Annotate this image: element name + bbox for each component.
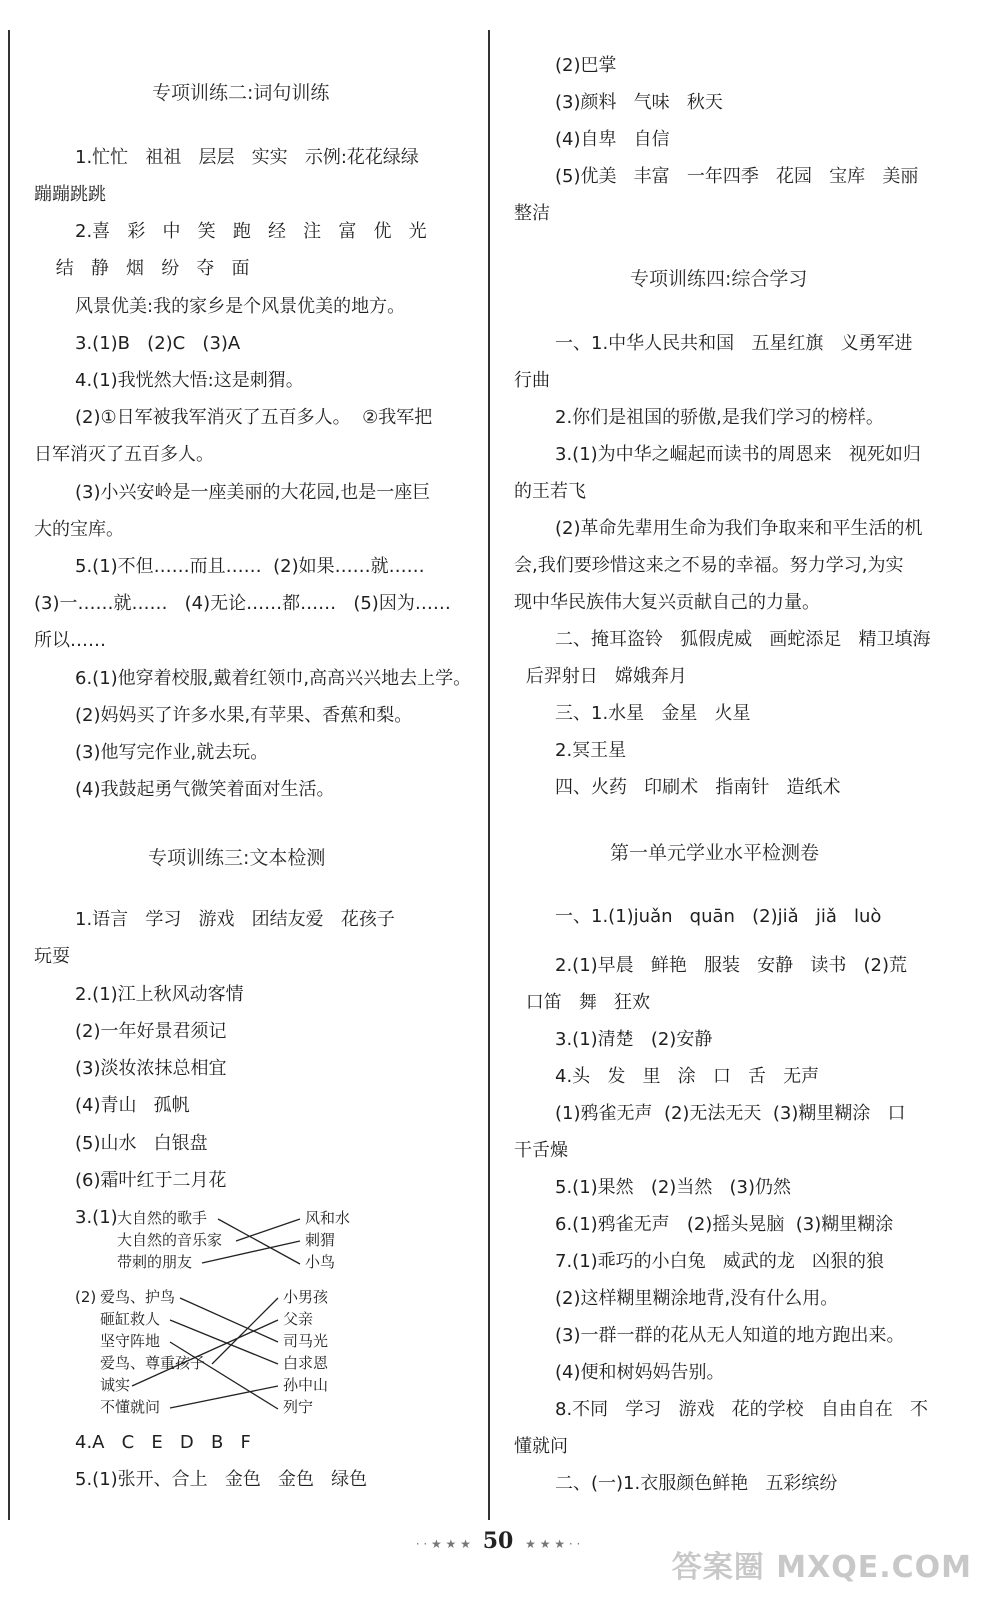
answer-line: 5.(1)张开、合上 金色 金色 绿色 (75, 1469, 368, 1490)
answer-line: (3)一……就…… (4)无论……都…… (5)因为…… (34, 593, 451, 614)
match-link (132, 1320, 278, 1386)
match-right-item: 刺猬 (305, 1231, 336, 1249)
match-link (202, 1241, 300, 1263)
page-number: 50 (482, 1528, 514, 1554)
match-left-item: 砸缸救人 (100, 1310, 161, 1328)
match-right-item: 父亲 (283, 1310, 314, 1328)
answer-line: (2)巴掌 (555, 55, 617, 76)
answer-line: 行曲 (514, 370, 550, 391)
answer-line: 口笛 舞 狂欢 (520, 992, 651, 1013)
answer-line: (4)便和树妈妈告别。 (555, 1362, 725, 1383)
match-left-item: 大自然的音乐家 (117, 1231, 223, 1249)
answer-line: (4)自卑 自信 (555, 129, 670, 150)
answer-line: (2)这样糊里糊涂地背,没有什么用。 (555, 1288, 839, 1309)
answer-line: 1.语言 学习 游戏 团结友爱 花孩子 (75, 909, 395, 930)
answer-line: 整洁 (514, 203, 550, 224)
unit-test-title: 第一单元学业水平检测卷 (610, 842, 820, 864)
match-left-item: 不懂就问 (100, 1398, 161, 1416)
answer-line: 三、1.水星 金星 火星 (555, 703, 751, 724)
match-right-item: 小鸟 (305, 1253, 336, 1271)
answer-line: (3)颜料 气味 秋天 (555, 92, 723, 113)
answer-line: 4.头 发 里 涂 口 舌 无声 (555, 1066, 820, 1087)
answer-line: 蹦蹦跳跳 (34, 184, 106, 205)
answer-line: (3)他写完作业,就去玩。 (75, 742, 269, 763)
match-left-item: 大自然的歌手 (117, 1209, 208, 1227)
answer-line: 2.(1)早晨 鲜艳 服装 安静 读书 (2)荒 (555, 955, 907, 976)
section-title-4: 专项训练四:综合学习 (630, 268, 808, 290)
answer-line: 日军消灭了五百多人。 (34, 444, 214, 465)
answer-line: 3.(1)为中华之崛起而读书的周恩来 视死如归 (555, 444, 921, 465)
answer-line: 懂就问 (514, 1436, 568, 1457)
answer-line: 5.(1)果然 (2)当然 (3)仍然 (555, 1177, 791, 1198)
answer-line: 3.(1)B (2)C (3)A (75, 333, 241, 354)
answer-line: 后羿射日 嫦娥奔月 (520, 666, 687, 687)
answer-line: 7.(1)乖巧的小白兔 威武的龙 凶狠的狼 (555, 1251, 884, 1272)
watermark-logo: 答案圈 MXQE.COM (671, 1550, 972, 1585)
answer-line: 2.(1)江上秋风动客情 (75, 984, 244, 1005)
match-label: 3.(1) (75, 1207, 118, 1228)
answer-line: 所以…… (34, 630, 106, 651)
match-link (170, 1386, 278, 1408)
match-link (212, 1298, 278, 1364)
answer-line: 6.(1)他穿着校服,戴着红领巾,高高兴兴地去上学。 (75, 668, 472, 689)
answer-line: 干舌燥 (514, 1140, 568, 1161)
answer-line: (4)青山 孤帆 (75, 1095, 190, 1116)
answer-line: 结 静 烟 纷 夺 面 (50, 258, 250, 279)
answer-line: (3)小兴安岭是一座美丽的大花园,也是一座巨 (75, 482, 431, 503)
answer-line: 现中华民族伟大复兴贡献自己的力量。 (514, 592, 820, 613)
match-link (236, 1219, 300, 1241)
answer-line: 四、火药 印刷术 指南针 造纸术 (555, 777, 841, 798)
match-left-item: 爱鸟、尊重孩子 (100, 1354, 206, 1372)
answer-line: 二、掩耳盗铃 狐假虎威 画蛇添足 精卫填海 (555, 629, 931, 650)
match-left-item: 爱鸟、护鸟 (100, 1288, 176, 1306)
answer-line: 会,我们要珍惜这来之不易的幸福。努力学习,为实 (514, 555, 904, 576)
answer-line: 1.忙忙 祖祖 层层 实实 示例:花花绿绿 (75, 147, 419, 168)
match-right-item: 风和水 (305, 1209, 351, 1227)
answer-line: (2)革命先辈用生命为我们争取来和平生活的机 (555, 518, 923, 539)
answer-line: (3)一群一群的花从无人知道的地方跑出来。 (555, 1325, 905, 1346)
answer-line: (2)妈妈买了许多水果,有苹果、香蕉和梨。 (75, 705, 413, 726)
answer-line: (2)①日军被我军消灭了五百多人。 ②我军把 (75, 407, 433, 428)
match-right-item: 白求恩 (283, 1354, 329, 1372)
answer-line: (4)我鼓起勇气微笑着面对生活。 (75, 779, 335, 800)
answer-line: 6.(1)鸦雀无声 (2)摇头晃脑 (3)糊里糊涂 (555, 1214, 894, 1235)
answer-line: (2)一年好景君须记 (75, 1021, 227, 1042)
match-right-item: 列宁 (283, 1398, 314, 1416)
answer-line: 2.喜 彩 中 笑 跑 经 注 富 优 光 (75, 221, 427, 242)
answer-line: (5)优美 丰富 一年四季 花园 宝库 美丽 (555, 166, 919, 187)
answer-line: 8.不同 学习 游戏 花的学校 自由自在 不 (555, 1399, 928, 1420)
answer-line: 大的宝库。 (34, 519, 124, 540)
match-right-item: 司马光 (283, 1332, 329, 1350)
match-left-item: 坚守阵地 (100, 1332, 161, 1350)
match-right-item: 孙中山 (283, 1376, 329, 1394)
answer-line: 一、1.中华人民共和国 五星红旗 义勇军进 (555, 333, 913, 354)
answer-line: 2.冥王星 (555, 740, 627, 761)
answer-line: (6)霜叶红于二月花 (75, 1170, 227, 1191)
answer-line: 4.A C E D B F (75, 1432, 251, 1453)
answer-line: 二、(一)1.衣服颜色鲜艳 五彩缤纷 (555, 1473, 838, 1494)
answer-line: (1)鸦雀无声 (2)无法无天 (3)糊里糊涂 口 (555, 1103, 906, 1124)
match-link (170, 1320, 278, 1364)
answer-line: 风景优美:我的家乡是个风景优美的地方。 (75, 296, 406, 317)
answer-line: 2.你们是祖国的骄傲,是我们学习的榜样。 (555, 407, 884, 428)
match-label: (2) (75, 1288, 97, 1306)
footer-stars-left: · · ★ ★ ★ (415, 1537, 471, 1551)
answer-line: 3.(1)清楚 (2)安静 (555, 1029, 713, 1050)
answer-line: 5.(1)不但……而且…… (2)如果……就…… (75, 556, 425, 577)
section-title-2: 专项训练二:词句训练 (152, 82, 330, 104)
answer-line: 玩耍 (34, 946, 70, 967)
answer-line: 4.(1)我恍然大悟:这是刺猬。 (75, 370, 304, 391)
match-left-item: 诚实 (100, 1376, 131, 1394)
answer-line: (3)淡妆浓抹总相宜 (75, 1058, 227, 1079)
answer-line: (5)山水 白银盘 (75, 1133, 208, 1154)
answer-line: 的王若飞 (514, 481, 586, 502)
answer-line: 一、1.(1)juǎn quān (2)jiǎ jiǎ luò (555, 906, 882, 927)
match-link (180, 1298, 278, 1342)
match-right-item: 小男孩 (283, 1288, 329, 1306)
footer-stars-right: ★ ★ ★ · · (525, 1537, 581, 1551)
section-title-3: 专项训练三:文本检测 (148, 847, 326, 869)
match-left-item: 带刺的朋友 (117, 1253, 193, 1271)
